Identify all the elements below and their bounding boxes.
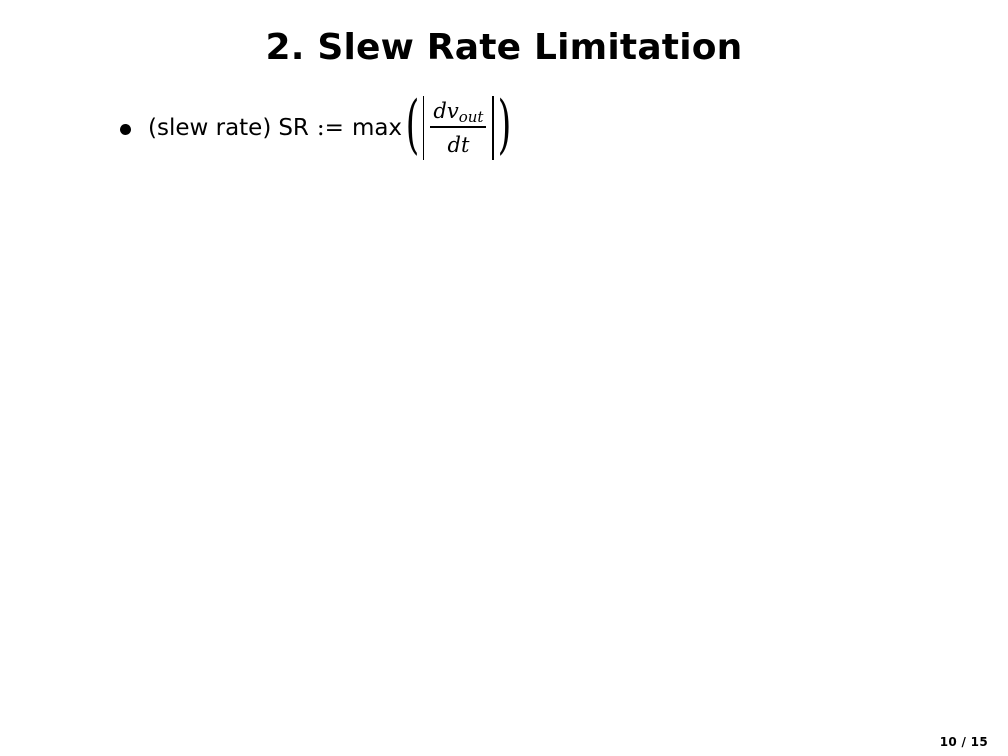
fraction-numerator	[430, 98, 486, 126]
bullet-icon	[120, 124, 131, 135]
bullet-term: SR	[278, 115, 309, 141]
assign-operator: :=	[316, 115, 344, 141]
slide-title: 2. Slew Rate Limitation	[265, 27, 743, 68]
max-function: max	[351, 115, 403, 141]
derivative-fraction	[430, 98, 486, 157]
numerator-subscript: out	[458, 108, 484, 127]
abs-bar-right	[492, 96, 493, 160]
abs-bar-left	[423, 96, 424, 160]
fraction-denominator: dt	[447, 132, 470, 157]
page-number: 10 / 15	[939, 735, 988, 749]
numerator-main: dv	[433, 99, 459, 124]
bullet-prefix: (slew rate)	[148, 115, 272, 141]
bullet-item	[120, 88, 517, 164]
open-paren: (	[405, 88, 420, 162]
close-paren: )	[497, 88, 512, 162]
